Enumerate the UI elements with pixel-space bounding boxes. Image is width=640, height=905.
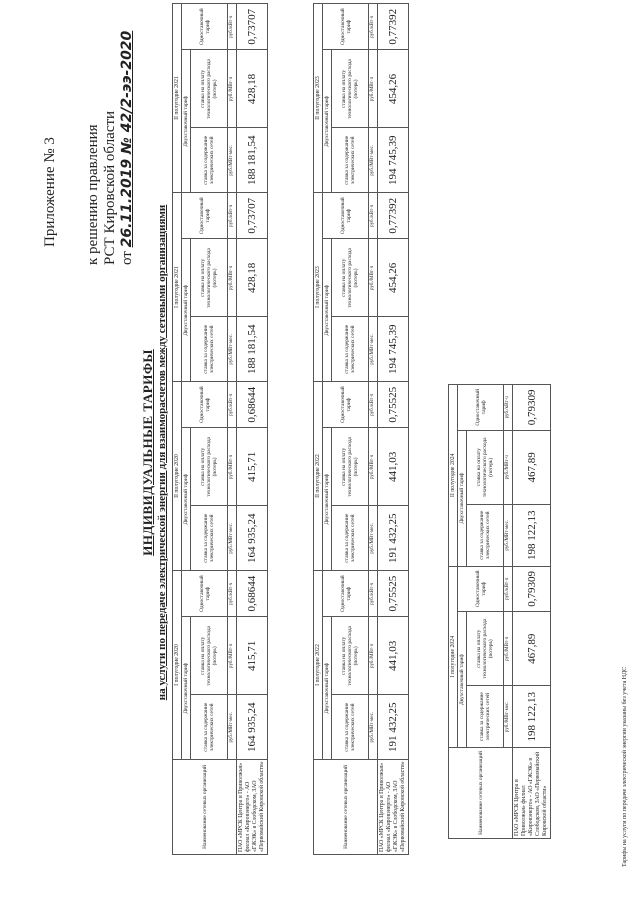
maintenance-rate-header: ставка за содержание электрических сетей	[191, 695, 228, 760]
unit-loss: руб./МВт·ч	[504, 612, 513, 686]
unit-single: руб./кВт·ч	[228, 193, 237, 239]
loss-rate-header: ставка на оплату технологического расхода (потерь)	[467, 612, 504, 686]
unit-loss: руб./МВт·ч	[369, 239, 378, 317]
single-rate-value: 0,73707	[237, 4, 268, 50]
loss-rate-value: 428,18	[237, 239, 268, 317]
decision-date-prefix: от	[119, 251, 135, 265]
loss-rate-header: ставка на оплату технологического расхода (потерь)	[332, 617, 369, 695]
org-column-header: Наименование сетевых организаций	[314, 760, 378, 855]
period-header: I полугодие 2024	[449, 566, 458, 747]
single-rate-value: 0,79309	[513, 385, 551, 431]
period-header-row	[173, 4, 182, 855]
maintenance-rate-value: 191 432,25	[378, 506, 409, 571]
maintenance-rate-header: ставка за содержание электрических сетей	[332, 506, 369, 571]
loss-rate-header: ставка на оплату технологического расхода (потерь)	[191, 239, 228, 317]
unit-maint: руб./МВт·мес.	[504, 686, 513, 748]
unit-loss: руб./МВт·ч	[369, 50, 378, 128]
single-rate-header: Одноставочный тариф	[182, 571, 228, 617]
loss-rate-header: ставка на оплату технологического расхода (потерь)	[332, 428, 369, 506]
organization-name: ПАО «МРСК Центра и Приволжья» филиал «Кировэнерго» - АО «ГЖЭК» в Слободском, ЗАО «Первомайский Кировской области»	[378, 760, 409, 855]
loss-rate-header: ставка на оплату технологического расхода (потерь)	[191, 50, 228, 128]
two-part-tariff-header: Двухставочный тариф	[458, 612, 467, 748]
maintenance-rate-value: 191 432,25	[378, 695, 409, 760]
maintenance-rate-header: ставка за содержание электрических сетей	[332, 695, 369, 760]
single-rate-value: 0,77392	[378, 193, 409, 239]
table-row	[237, 4, 268, 855]
maintenance-rate-header: ставка за содержание электрических сетей	[191, 506, 228, 571]
period-header-row	[449, 385, 458, 839]
table-row	[513, 385, 551, 839]
two-part-tariff-header: Двухставочный тариф	[182, 50, 191, 193]
single-rate-header: Одноставочный тариф	[323, 382, 369, 428]
period-header: I полугодие 2023	[314, 193, 323, 382]
org-column-header: Наименование сетевых организаций	[449, 748, 513, 839]
unit-maint: руб./МВт·мес.	[369, 695, 378, 760]
unit-single: руб./кВт·ч	[369, 571, 378, 617]
loss-rate-value: 441,03	[378, 428, 409, 506]
document-subtitle: на услуги по передаче электрической энергии для взаиморасчетов между сетевыми организациями	[156, 204, 168, 701]
maintenance-rate-value: 164 935,24	[237, 506, 268, 571]
loss-rate-value: 467,89	[513, 430, 551, 504]
period-header: II полугодие 2023	[314, 4, 323, 193]
maintenance-rate-value: 164 935,24	[237, 695, 268, 760]
single-rate-header: Одноставочный тариф	[323, 571, 369, 617]
loss-rate-value: 415,71	[237, 428, 268, 506]
maintenance-rate-header: ставка за содержание электрических сетей	[332, 317, 369, 382]
unit-single: руб./кВт·ч	[369, 4, 378, 50]
period-header: II полугодие 2021	[173, 4, 182, 193]
loss-rate-value: 428,18	[237, 50, 268, 128]
maintenance-rate-value: 188 181,54	[237, 128, 268, 193]
unit-loss: руб./МВт·ч	[228, 617, 237, 695]
maintenance-rate-header: ставка за содержание электрических сетей	[191, 317, 228, 382]
unit-loss: руб./МВт·ч	[228, 239, 237, 317]
single-rate-header: Одноставочный тариф	[182, 382, 228, 428]
two-part-tariff-header: Двухставочный тариф	[182, 617, 191, 760]
single-rate-value: 0,73707	[237, 193, 268, 239]
single-rate-header: Одноставочный тариф	[458, 385, 504, 431]
loss-rate-header: ставка на оплату технологического расхода (потерь)	[467, 430, 504, 504]
tariff-type-row	[323, 4, 332, 855]
single-rate-header: Одноставочный тариф	[323, 4, 369, 50]
period-header-row	[314, 4, 323, 855]
loss-rate-value: 467,89	[513, 612, 551, 686]
unit-maint: руб./МВт·мес.	[504, 504, 513, 566]
tariff-table-1	[172, 3, 268, 855]
period-header: II полугодие 2024	[449, 385, 458, 567]
single-rate-value: 0,68644	[237, 571, 268, 617]
unit-single: руб./кВт·ч	[228, 4, 237, 50]
single-rate-value: 0,68644	[237, 382, 268, 428]
maintenance-rate-header: ставка за содержание электрических сетей	[332, 128, 369, 193]
unit-loss: руб./МВт·ч	[369, 617, 378, 695]
maintenance-rate-header: ставка за содержание электрических сетей	[191, 128, 228, 193]
unit-maint: руб./МВт·мес.	[228, 506, 237, 571]
maintenance-rate-value: 194 745,39	[378, 128, 409, 193]
document-title: ИНДИВИДУАЛЬНЫЕ ТАРИФЫ	[140, 349, 155, 556]
loss-rate-header: ставка на оплату технологического расхода (потерь)	[191, 617, 228, 695]
table-row	[378, 4, 409, 855]
rate-subheader-row	[332, 4, 369, 855]
loss-rate-value: 454,26	[378, 50, 409, 128]
period-header: I полугодие 2022	[314, 571, 323, 760]
loss-rate-value: 415,71	[237, 617, 268, 695]
maintenance-rate-header: ставка за содержание электрических сетей	[467, 504, 504, 566]
single-rate-value: 0,75525	[378, 571, 409, 617]
unit-single: руб./кВт·ч	[369, 193, 378, 239]
loss-rate-header: ставка на оплату технологического расхода (потерь)	[332, 239, 369, 317]
decision-line-3	[119, 5, 136, 265]
two-part-tariff-header: Двухставочный тариф	[323, 50, 332, 193]
unit-maint: руб./МВт·мес.	[369, 317, 378, 382]
unit-maint: руб./МВт·мес.	[369, 128, 378, 193]
single-rate-value: 0,75525	[378, 382, 409, 428]
single-rate-value: 0,77392	[378, 4, 409, 50]
maintenance-rate-header: ставка за содержание электрических сетей	[467, 686, 504, 748]
two-part-tariff-header: Двухставочный тариф	[323, 239, 332, 382]
decision-line-1: к решению правления	[85, 124, 101, 265]
document-header	[42, 5, 136, 265]
period-header: I полугодие 2020	[173, 571, 182, 760]
loss-rate-value: 441,03	[378, 617, 409, 695]
loss-rate-header: ставка на оплату технологического расхода (потерь)	[332, 50, 369, 128]
maintenance-rate-value: 198 122,13	[513, 504, 551, 566]
unit-loss: руб./МВт·ч	[228, 428, 237, 506]
unit-maint: руб./МВт·мес.	[369, 506, 378, 571]
maintenance-rate-value: 198 122,13	[513, 686, 551, 748]
single-rate-header: Одноставочный тариф	[182, 4, 228, 50]
loss-rate-value: 454,26	[378, 239, 409, 317]
two-part-tariff-header: Двухставочный тариф	[323, 428, 332, 571]
unit-maint: руб./МВт·мес.	[228, 317, 237, 382]
unit-single: руб./кВт·ч	[228, 382, 237, 428]
handwritten-date-number: 26.11.2019 № 42/2-ээ-2020	[119, 30, 135, 248]
units-row	[228, 4, 237, 855]
unit-single: руб./кВт·ч	[504, 566, 513, 612]
period-header: II полугодие 2022	[314, 382, 323, 571]
unit-single: руб./кВт·ч	[504, 385, 513, 431]
two-part-tariff-header: Двухставочный тариф	[323, 617, 332, 760]
units-row	[369, 4, 378, 855]
tariff-type-row	[182, 4, 191, 855]
organization-name: ПАО «МРСК Центра и Приволжья» филиал «Кировэнерго» - АО «ГЖЭК» в Слободском, ЗАО «Первомайский Кировской области»	[513, 748, 551, 839]
unit-single: руб./кВт·ч	[369, 382, 378, 428]
tariff-table-3	[448, 384, 551, 839]
unit-loss: руб./МВт·ч	[504, 430, 513, 504]
period-header: I полугодие 2021	[173, 193, 182, 382]
single-rate-header: Одноставочный тариф	[458, 566, 504, 612]
single-rate-header: Одноставочный тариф	[323, 193, 369, 239]
two-part-tariff-header: Двухставочный тариф	[182, 239, 191, 382]
unit-loss: руб./МВт·ч	[369, 428, 378, 506]
loss-rate-header: ставка на оплату технологического расхода (потерь)	[191, 428, 228, 506]
org-column-header: Наименование сетевых организаций	[173, 760, 237, 855]
appendix-number: Приложение № 3	[42, 137, 58, 247]
maintenance-rate-value: 194 745,39	[378, 317, 409, 382]
period-header: II полугодие 2020	[173, 382, 182, 571]
footnote: Тарифы на услуги по передаче электрической энергии указаны без учета НДС	[622, 666, 628, 867]
two-part-tariff-header: Двухставочный тариф	[182, 428, 191, 571]
unit-maint: руб./МВт·мес.	[228, 695, 237, 760]
single-rate-header: Одноставочный тариф	[182, 193, 228, 239]
organization-name: ПАО «МРСК Центра и Приволжья» филиал «Кировэнерго» - АО «ГЖЭК» в Слободском, ЗАО «Первомайский Кировской области»	[237, 760, 268, 855]
rate-subheader-row	[191, 4, 228, 855]
decision-line-2: РСТ Кировской области	[102, 110, 118, 265]
unit-maint: руб./МВт·мес.	[228, 128, 237, 193]
tariff-table-2	[313, 3, 409, 855]
single-rate-value: 0,79309	[513, 566, 551, 612]
maintenance-rate-value: 188 181,54	[237, 317, 268, 382]
two-part-tariff-header: Двухставочный тариф	[458, 430, 467, 566]
unit-single: руб./кВт·ч	[228, 571, 237, 617]
unit-loss: руб./МВт·ч	[228, 50, 237, 128]
